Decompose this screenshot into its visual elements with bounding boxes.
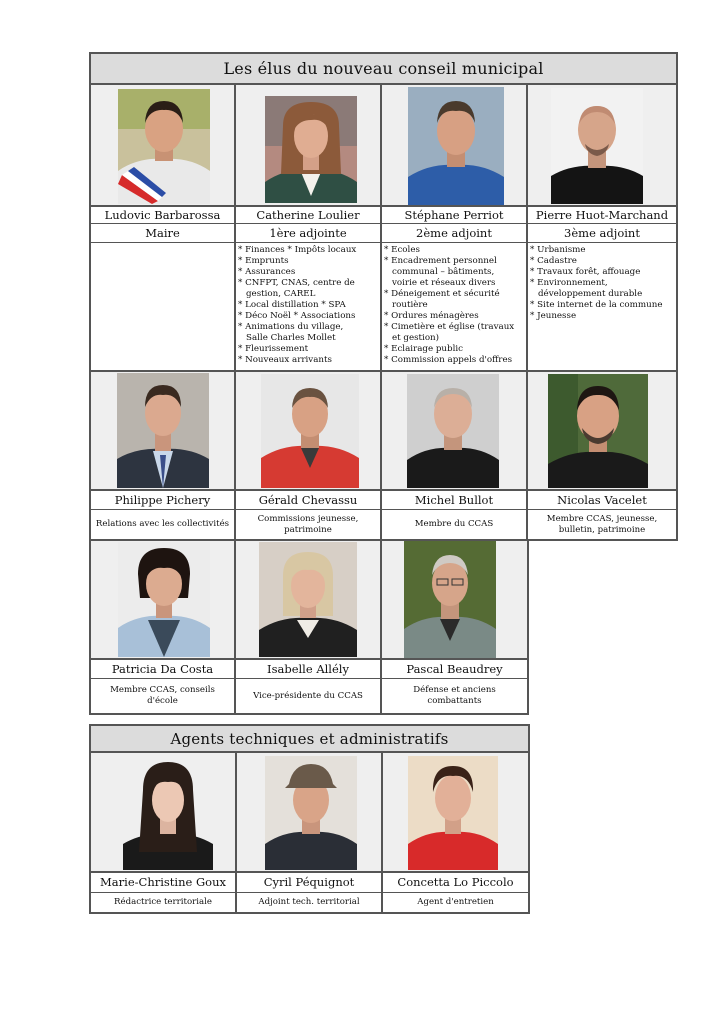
member-role: Maire xyxy=(145,226,180,240)
agent-duty: Agent d'entretien xyxy=(417,897,494,907)
member-name: Pierre Huot-Marchand xyxy=(535,207,669,222)
portrait-pascal-beaudrey xyxy=(404,541,496,658)
agent-name: Cyril Péquignot xyxy=(263,875,355,889)
portrait-gerald-chevassu xyxy=(261,374,359,488)
responsibilities-catherine: * Finances * Impôts locaux * Emprunts * Assurances * CNFPT, CNAS, centre de gestion, CAREL * Local distillation * SPA * Déco Noël * Associations * Animations du village, Salle Charles Mollet * Fleurissement * Nouveaux arrivants xyxy=(238,245,357,365)
member-duty: Membre CCAS, jeunesse, bulletin, patrimoine xyxy=(546,513,658,535)
council-title: Les élus du nouveau conseil municipal xyxy=(223,59,544,78)
member-name: Nicolas Vacelet xyxy=(557,492,647,507)
agents-title: Agents techniques et administratifs xyxy=(170,729,449,748)
portrait-isabelle-allely xyxy=(259,542,357,657)
portrait-marie-christine-goux xyxy=(123,756,213,870)
agent-duty: Rédactrice territoriale xyxy=(114,897,212,907)
portrait-michel-bullot xyxy=(407,374,499,488)
portrait-patricia-da-costa xyxy=(118,542,210,657)
member-name: Isabelle Allély xyxy=(267,661,349,676)
portrait-cyril-pequignot xyxy=(265,756,357,870)
member-name: Stéphane Perriot xyxy=(404,207,504,222)
member-duty: Défense et anciens combattants xyxy=(413,685,496,706)
member-role: 1ère adjointe xyxy=(269,226,347,240)
agents-header xyxy=(91,726,528,753)
agent-name: Marie-Christine Goux xyxy=(100,875,226,889)
agent-duty: Adjoint tech. territorial xyxy=(258,897,360,907)
responsibilities-pierre: * Urbanisme * Cadastre * Travaux forêt, affouage * Environnement, développement durable * Site internet de la commune * Jeunesse xyxy=(530,245,663,321)
council-header xyxy=(91,54,676,85)
member-role: 3ème adjoint xyxy=(564,226,640,240)
portrait-pierre-huot-marchand xyxy=(551,88,643,204)
responsibilities-stephane: * Ecoles * Encadrement personnel communal – bâtiments, voirie et réseaux divers * Déneigement et sécurité routière * Ordures ménagères * Cimetière et église (travaux et gestion) * Eclairage public * Commission appels d'offres xyxy=(384,245,515,365)
member-duty: Vice-présidente du CCAS xyxy=(253,690,363,701)
member-role: 2ème adjoint xyxy=(416,226,492,240)
member-name: Patricia Da Costa xyxy=(111,661,214,676)
member-duty: Membre CCAS, conseils d'école xyxy=(110,685,215,706)
portrait-stephane-perriot xyxy=(408,87,504,205)
member-duty: Relations avec les collectivités xyxy=(95,519,230,529)
member-name: Catherine Loulier xyxy=(256,207,360,222)
agent-name: Concetta Lo Piccolo xyxy=(397,875,514,889)
member-name: Pascal Beaudrey xyxy=(406,661,503,676)
member-name: Ludovic Barbarossa xyxy=(104,207,221,222)
member-name: Michel Bullot xyxy=(414,492,494,507)
portrait-nicolas-vacelet xyxy=(548,374,648,488)
member-duty: Commissions jeunesse, patrimoine xyxy=(257,513,359,535)
portrait-philippe-pichery xyxy=(117,373,209,488)
member-duty: Membre du CCAS xyxy=(414,519,494,529)
portrait-concetta-lo-piccolo xyxy=(408,756,498,870)
member-name: Gérald Chevassu xyxy=(258,492,358,507)
portrait-ludovic-barbarossa xyxy=(118,89,210,204)
portrait-catherine-loulier xyxy=(265,96,357,203)
member-name: Philippe Pichery xyxy=(114,492,211,507)
